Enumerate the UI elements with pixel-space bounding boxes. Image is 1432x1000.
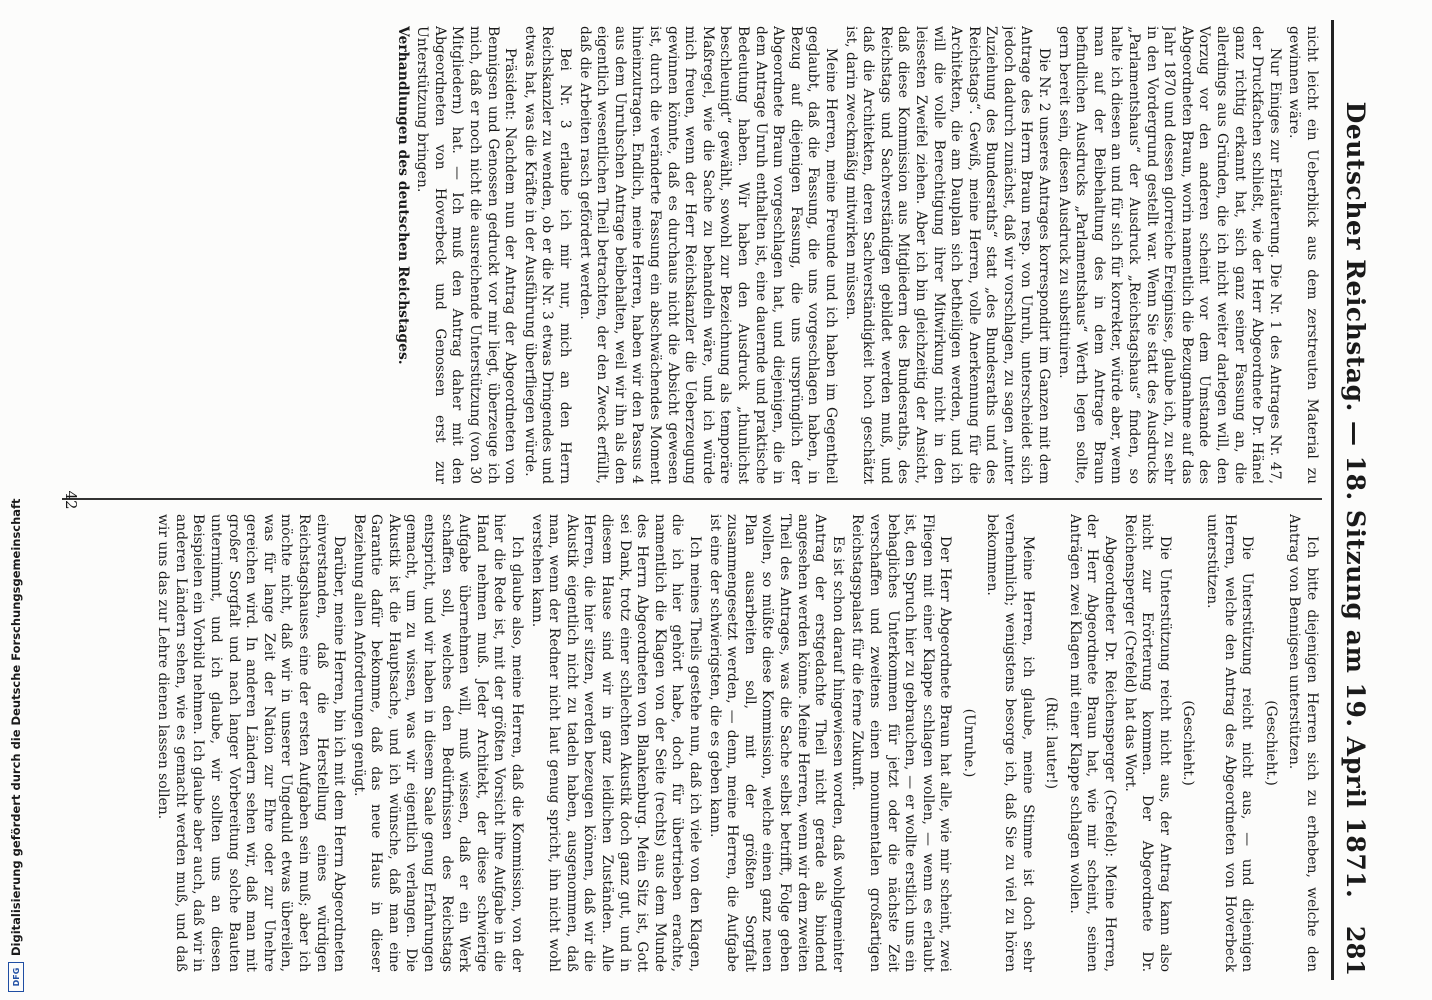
paragraph: Ich glaube also, meine Herren, daß die Kommission, von der hier die Rede ist, mit der größten Vorsicht ihre Aufgabe in die Hand nehmen muß. Jeder Architekt, der diese schwierige Aufgabe übernehmen will, muß wissen, daß er ein Werk schaffen soll, welches den Bedürfnissen des Reichstags entspricht, und wir haben in diesem Saale genug Erfahrungen gemacht, um zu wissen, was wir eigentlich verlangen. Die Akustik ist die Hauptsache, und ich wünsche, daß man eine Garantie dafür bekomme, daß das neue Haus in dieser Beziehung allen Anforderungen genügt. bbox=[350, 514, 526, 972]
paragraph: Der Herr Abgeordnete Braun hat alle, wie mir scheint, zwei Fliegen mit einer Klappe schlagen wollen, — wenn es erlaubt ist, den Spruch hier zu gebrauchen, — er wollte erstlich uns ein behagliches Unterkommen für jetzt oder die nächste Zeit verschaffen und zweitens einen monumentalen großartigen Reichstagspalast für die ferne Zukunft. bbox=[849, 514, 954, 972]
rotated-newspaper-page bbox=[56, 20, 1376, 980]
paragraph: Bei Nr. 3 erlaube ich mir nur, mich an den Herrn Reichskanzler zu wenden, ob er die Nr. 3 etwas Dringendes und etwas hat, was die Kräfte in der Ausführung überfliegen würde. bbox=[521, 26, 574, 484]
page-number: 281 bbox=[1341, 925, 1370, 976]
column-divider bbox=[62, 498, 1322, 500]
paragraph: Ich meines Theils gestehe nun, daß ich viele von den Klagen, die ich hier gehört habe, doch für übertrieben erachte, namentlich die Klagen von der Seite (rechts) aus dem Munde des Herrn Abgeordneten von Blankenburg. Mein Sitz ist, Gott sei Dank, trotz einer schlechten Akustik doch ganz gut, und in diesem Hause sind wir in ganz leidlichen Zuständen. Alle Herren, die hier sitzen, werden bezeugen können, daß wir die Akustik eigentlich nicht zu tadeln haben, ausgenommen, daß man, wenn der Redner nicht laut genug spricht, ihn nicht wohl verstehen kann. bbox=[528, 514, 703, 972]
paragraph: Die Unterstützung reicht nicht aus, der Antrag kann also nicht zur Erörterung kommen. Der Abgeordnete Dr. Reichensperger (Crefeld) hat das Wort. bbox=[1121, 514, 1173, 972]
paragraph: Es ist schon darauf hingewiesen worden, daß wohlgemeinter Antrag der erstgedachte Theil nicht gerade als bindend angesehen werden könne. Meine Herren, wenn wir dem zweiten Theil des Antrages, was die Sache selbst betrifft, Folge geben wollen, so müßte diese Kommission, welche einen ganz neuen Plan ausarbeiten soll, mit der größten Sorgfalt zusammengesetzt werden, — denn, meine Herren, die Aufgabe ist eine der schwierigsten, die es geben kann. bbox=[706, 514, 846, 972]
footer-signature-number: 42 bbox=[62, 490, 80, 510]
left-column bbox=[391, 26, 1320, 484]
proceedings-footer-line: Verhandlungen des deutschen Reichstages. bbox=[394, 26, 411, 365]
paragraph: Ich bitte diejenigen Herren sich zu erheben, welche den Antrag von Bennigsen unterstützen. bbox=[1286, 514, 1320, 972]
speaker-paragraph: Abgeordneter Dr. Reichensperger (Crefeld): Meine Herren, der Herr Abgeordnete Braun hat, wie mir scheint, seinen Anträgen zwei Klagen mit einer Klappe schlagen wollen. bbox=[1066, 514, 1119, 972]
stage-direction: (Geschieht.) bbox=[1262, 700, 1279, 786]
paragraph: Darüber, meine Herren, bin ich mit dem Herrn Abgeordneten einverstanden, daß die Herstellung eines würdigen Reichstagshauses eine der ersten Aufgaben sein muß; aber ich möchte nicht, daß wir in unserer Ungeduld etwas übereilen, was für lange Zeit der Nation zur Ehre oder zur Unehre gereichen wird. In anderen Ländern sehen wir, daß man mit großer Sorgfalt und nach langer Vorbereitung solche Bauten unternimmt, und ich glaube, wir sollten uns an diesen Beispielen ein Vorbild nehmen. Ich glaube aber auch, daß wir in anderen Ländern sehen, wie es gemacht werden muß, und daß wir uns das zur Lehre dienen lassen sollen. bbox=[155, 514, 348, 972]
right-column bbox=[152, 514, 1320, 972]
stage-direction: (Unruhe.) bbox=[960, 708, 977, 778]
digitization-credit bbox=[6, 0, 26, 992]
paragraph: Meine Herren, ich glaube, meine Stimme ist doch sehr vernehmlich; wenigstens besorge ich, daß Sie zu viel zu hören bekommen. bbox=[984, 514, 1036, 972]
paragraph: Die Nr. 2 unseres Antrages korrespondirt im Ganzen mit dem Antrage des Herrn Braun resp. von Unruh, unterscheidet sich jedoch dadurch zunächst, daß wir vorschlagen, zu sagen „unter Zuziehung des Bundesraths“ statt „des Bundesraths und des Reichstags“. Gewiß, meine Herren, volle Anerkennung für die Architekten, die am Dauplan sich betheiligen werden, und ich will die volle Berechtigung ihrer Mitwirkung nicht in den leisesten Zweifel ziehen. Aber ich bin gleichzeitig der Ansicht, daß diese Kommission aus Mitgliedern des Bundesraths, des Reichstags und Sachverständigen gebildet werden muß, und daß die Architekten, deren Sachverständigkeit hoch geschätzt ist, darin zweckmäßig mitwirken müssen. bbox=[842, 26, 1053, 484]
paragraph: Die Unterstützung reicht nicht aus, — und diejenigen Herren, welche den Antrag des Abgeordneten von Hoverbeck unterstützen. bbox=[1204, 514, 1256, 972]
paragraph: Meine Herren, meine Freunde und ich haben im Gegentheil geglaubt, daß die Fassung, die uns vorgeschlagen haben, in Bezug auf diejenigen Fassung, die uns ursprünglich der Abgeordnete Braun vorgeschlagen hat, und diejenigen, die in dem Antrage Unruh enthalten ist, eine dauernde und praktische Bedeutung haben. Wir haben den Ausdruck „thunlichst beschleunigt“ gewählt, sowohl zur Bezeichnung als temporäre Maßregel, wie die Sache zu behandeln wäre, und ich würde mich freuen, wenn der Herr Reichskanzler die Ueberzeugung gewinnen könnte, daß es durchaus nicht die Absicht gewesen ist, durch die veränderte Fassung ein abschwächendes Moment hineinzutragen. Endlich, meine Herren, haben wir den Passus 4 aus dem Unruhschen Antrage beibehalten, weil wir ihn als den eigentlich wesentlichen Theil betrachten, der den Zweck erfüllt, daß die Arbeiten rasch gefördert werden. bbox=[576, 26, 839, 484]
credit-text: Digitalisierung gefördert durch die Deutsche Forschungsgemeinschaft bbox=[9, 498, 23, 956]
paragraph: nicht leicht ein Ueberblick aus dem zerstreuten Material zu gewinnen wäre. bbox=[1286, 26, 1320, 484]
running-head bbox=[1331, 20, 1376, 980]
running-head-title: Deutscher Reichstag. — 18. Sitzung am 19. April 1871. bbox=[1341, 101, 1370, 899]
stage-direction: (Geschieht.) bbox=[1180, 700, 1197, 786]
paragraph: Nur Einiges zur Erläuterung. Die Nr. 1 des Antrages Nr. 47, der Druckfachen schließt, wie der Herr Abgeordnete Dr. Hänel ganz richtig erkannt hat, sich ganz seiner Fassung an, die allerdings aus Gründen, die ich nicht weiter darlegen will, den Vorzug vor den anderen scheint vor dem Umstande des Abgeordneten Braun, worin namentlich die Bezugnahme auf das Jahr 1870 und dessen glorreiche Ereignisse, glaube ich, zu sehr in den Vordergrund gestellt war. Wenn Sie statt des Ausdrucks „Parlamentshaus“ der Ausdruck „Reichstagshaus“ finden, so halte ich diesen an und für sich für korrekter, würde aber, wenn man auf der Beibehaltung des in dem Antrage Braun befindlichen Ausdrucks „Parlamentshaus“ Werth legen sollte, gern bereit sein, diesen Ausdruck zu substituiren. bbox=[1055, 26, 1283, 484]
dfg-logo-icon: DFG bbox=[8, 962, 24, 992]
stage-direction: (Ruf: lauter!) bbox=[1043, 696, 1060, 790]
paragraph-president: Präsident: Nachdem nun der Antrag der Abgeordneten von Bennigsen und Genossen gedruckt vor mir liegt, überzeuge ich mich, daß er noch nicht die ausreichende Unterstützung (von 30 Mitgliedern) hat. — Ich muß den Antrag daher mit den Abgeordneten von Hoverbeck und Genossen erst zur Unterstützung bringen. bbox=[414, 26, 519, 484]
